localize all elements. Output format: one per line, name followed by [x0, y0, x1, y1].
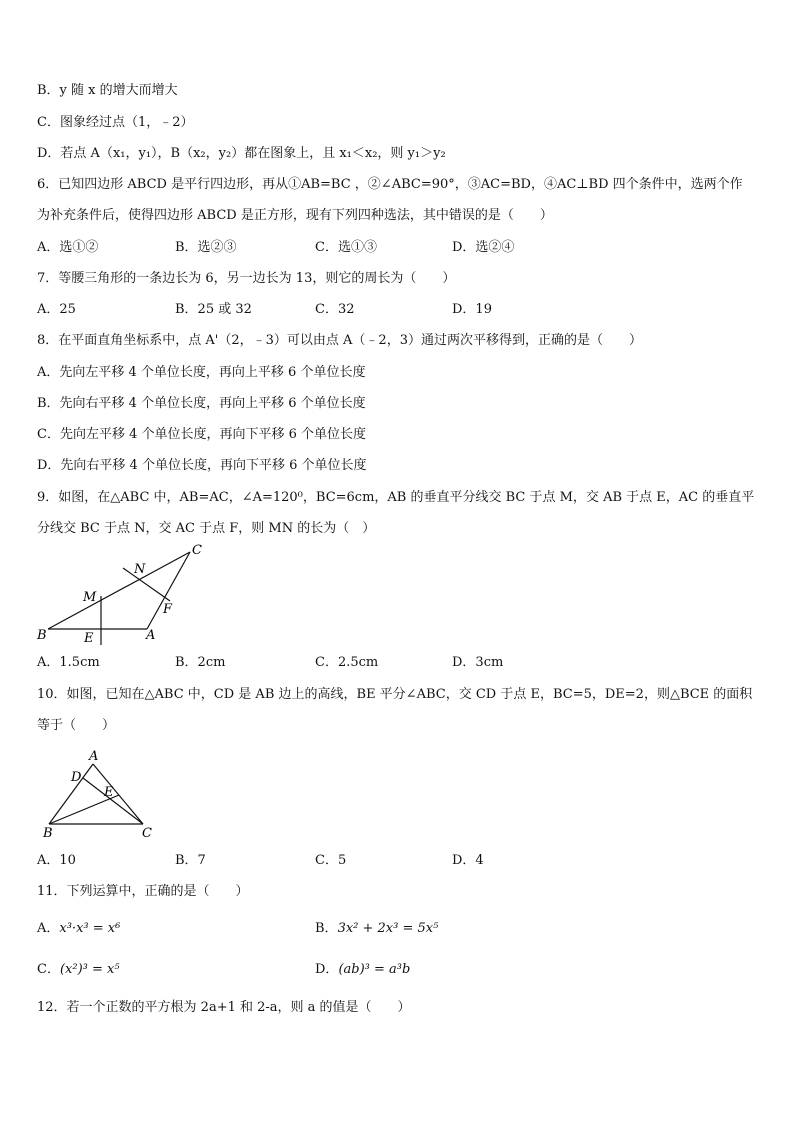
q9-option-c: C．2.5cm	[315, 655, 379, 670]
q7-option-d: D．19	[452, 302, 492, 317]
q7-option-c: C．32	[315, 302, 355, 317]
q10-triangle-figure	[35, 746, 165, 840]
q9-label-a: A	[146, 628, 156, 643]
q8-option-d: D．先向右平移 4 个单位长度，再向下平移 6 个单位长度	[37, 458, 367, 473]
q5-option-d: D．若点 A（x₁，y₁），B（x₂，y₂）都在图象上，且 x₁＜x₂，则 y₁＞y₂	[37, 146, 446, 161]
q11-option-c-label: C．	[37, 962, 60, 977]
q11-option-d	[315, 961, 410, 979]
q9-label-c: C	[192, 543, 202, 558]
q7-option-b: B．25 或 32	[175, 302, 252, 317]
q10-label-b: B	[43, 826, 53, 840]
q11-option-b-expr: 3x² + 2x³ = 5x⁵	[337, 921, 439, 936]
q11-option-c	[37, 961, 120, 979]
q7-stem: 7．等腰三角形的一条边长为 6，另一边长为 13，则它的周长为（ ）	[37, 271, 456, 286]
q5-option-c: C．图象经过点（1，﹣2）	[37, 115, 194, 130]
q8-option-a: A．先向左平移 4 个单位长度，再向上平移 6 个单位长度	[37, 365, 366, 380]
q9-option-a: A．1.5cm	[37, 655, 100, 670]
q9-label-n: N	[134, 562, 146, 577]
q9-stem-line1: 9．如图，在△ABC 中，AB=AC，∠A=120⁰，BC=6cm，AB 的垂直平分线交 BC 于点 M，交 AB 于点 E，AC 的垂直平	[37, 490, 755, 505]
q10-option-b: B．7	[175, 853, 206, 868]
q10-label-d: D	[71, 770, 82, 785]
q6-option-a: A．选①②	[37, 240, 99, 255]
q11-stem: 11．下列运算中，正确的是（ ）	[37, 884, 249, 899]
q11-option-a	[37, 920, 120, 938]
q8-stem: 8．在平面直角坐标系中，点 A'（2，﹣3）可以由点 A（﹣2，3）通过两次平移得到，正确的是（ ）	[37, 333, 642, 348]
q10-option-a: A．10	[37, 853, 76, 868]
q6-option-b: B．选②③	[175, 240, 237, 255]
q11-option-d-label: D．	[315, 962, 339, 977]
q6-option-d: D．选②④	[452, 240, 515, 255]
q9-label-m: M	[83, 590, 97, 605]
q11-option-a-expr: x³·x³ = x⁶	[59, 921, 121, 936]
q9-option-b: B．2cm	[175, 655, 226, 670]
segment-ac	[93, 764, 143, 824]
q5-option-b: B．y 随 x 的增大而增大	[37, 83, 178, 98]
q10-label-a: A	[89, 749, 99, 764]
q10-label-c: C	[142, 826, 152, 840]
q10-stem-line1: 10．如图，已知在△ABC 中，CD 是 AB 边上的高线，BE 平分∠ABC，交 CD 于点 E，BC=5，DE=2，则△BCE 的面积	[37, 687, 753, 702]
q11-option-b	[315, 920, 438, 938]
q9-label-f: F	[163, 602, 173, 617]
q8-option-c: C．先向左平移 4 个单位长度，再向下平移 6 个单位长度	[37, 427, 367, 442]
q12-stem: 12．若一个正数的平方根为 2a+1 和 2-a，则 a 的值是（ ）	[37, 1000, 411, 1015]
q10-label-e: E	[104, 785, 114, 800]
q9-label-e: E	[84, 631, 94, 646]
q11-option-c-expr: (x²)³ = x⁵	[59, 962, 120, 977]
q6-option-c: C．选①③	[315, 240, 377, 255]
q7-option-a: A．25	[37, 302, 76, 317]
q10-option-d: D．4	[452, 853, 484, 868]
q8-option-b: B．先向右平移 4 个单位长度，再向上平移 6 个单位长度	[37, 396, 366, 411]
q10-option-c: C．5	[315, 853, 347, 868]
q9-label-b: B	[37, 628, 47, 643]
q10-stem-line2: 等于（ ）	[37, 718, 116, 733]
q11-option-b-label: B．	[315, 921, 338, 936]
q6-stem-line1: 6．已知四边形 ABCD 是平行四边形，再从①AB=BC ，②∠ABC=90°，③AC=BD，④AC⊥BD 四个条件中，选两个作	[37, 177, 743, 192]
q11-option-d-expr: (ab)³ = a³b	[338, 962, 411, 977]
q9-option-d: D．3cm	[452, 655, 504, 670]
q6-stem-line2: 为补充条件后，使得四边形 ABCD 是正方形，现有下列四种选法，其中错误的是（ ）	[37, 208, 553, 223]
q9-triangle-figure	[30, 538, 210, 648]
q11-option-a-label: A．	[37, 921, 60, 936]
q9-stem-line2: 分线交 BC 于点 N，交 AC 于点 F，则 MN 的长为（ ）	[37, 521, 376, 536]
